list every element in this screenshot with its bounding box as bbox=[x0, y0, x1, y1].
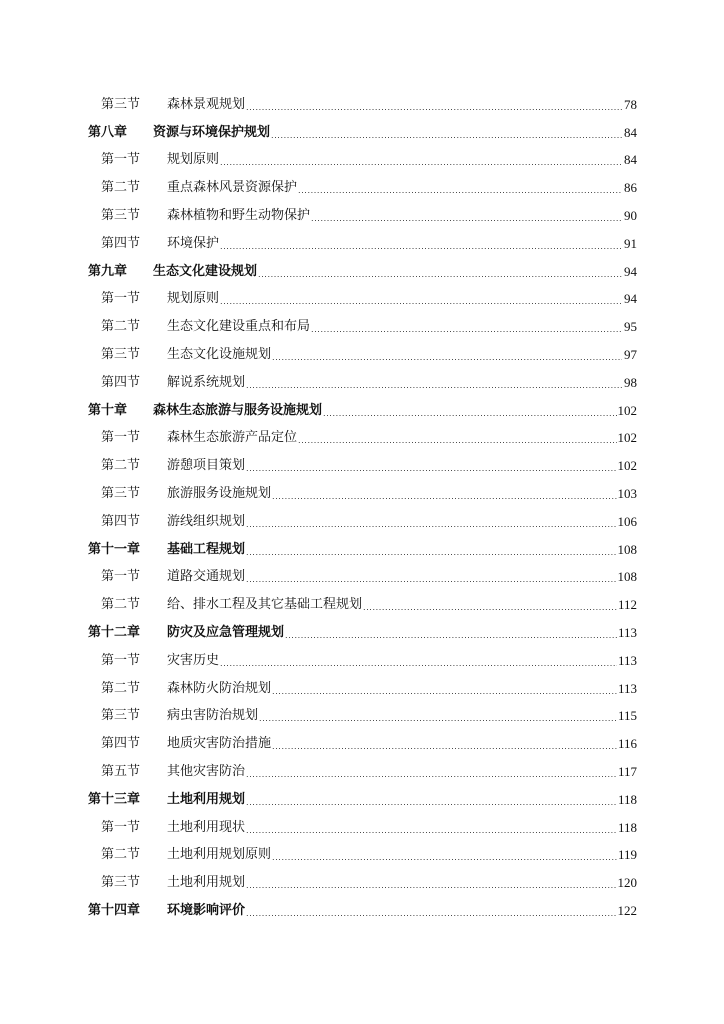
toc-section-entry[interactable] bbox=[88, 474, 637, 502]
dot-leader bbox=[258, 266, 622, 280]
section-title: 森林防火防治规划 bbox=[167, 680, 272, 696]
toc-section-entry[interactable] bbox=[88, 863, 637, 891]
page-number: 106 bbox=[617, 513, 637, 529]
dot-leader bbox=[246, 905, 616, 919]
toc-section-entry[interactable] bbox=[88, 724, 637, 752]
toc-section-entry[interactable] bbox=[88, 307, 637, 335]
toc-section-entry[interactable] bbox=[88, 697, 637, 725]
page-number: 84 bbox=[624, 152, 637, 168]
dot-leader bbox=[323, 405, 616, 419]
toc-section-entry[interactable] bbox=[88, 641, 637, 669]
section-number: 第三节 bbox=[101, 485, 141, 501]
toc-section-entry[interactable] bbox=[88, 808, 637, 836]
toc-chapter-entry[interactable] bbox=[88, 780, 637, 808]
section-number: 第二节 bbox=[101, 180, 141, 196]
section-number: 第四节 bbox=[101, 235, 141, 251]
toc-section-entry[interactable] bbox=[88, 669, 637, 697]
section-number: 第二节 bbox=[101, 680, 141, 696]
section-title: 森林生态旅游产品定位 bbox=[167, 430, 298, 446]
section-title: 灾害历史 bbox=[167, 652, 220, 668]
section-number: 第一节 bbox=[101, 430, 141, 446]
dot-leader bbox=[298, 432, 616, 446]
section-number: 第三节 bbox=[101, 346, 141, 362]
dot-leader bbox=[298, 182, 622, 196]
dot-leader bbox=[311, 321, 622, 335]
section-number: 第一节 bbox=[101, 652, 141, 668]
chapter-number: 第十章 bbox=[88, 402, 128, 418]
section-title: 地质灾害防治措施 bbox=[167, 736, 272, 752]
section-number: 第二节 bbox=[101, 319, 141, 335]
section-title: 规划原则 bbox=[167, 152, 220, 168]
dot-leader bbox=[272, 738, 617, 752]
dot-leader bbox=[220, 655, 617, 669]
page-number: 120 bbox=[617, 875, 637, 891]
page-number: 113 bbox=[617, 680, 637, 696]
dot-leader bbox=[220, 154, 622, 168]
toc-section-entry[interactable] bbox=[88, 141, 637, 169]
section-title: 生态文化建设重点和布局 bbox=[167, 319, 311, 335]
section-title: 生态文化设施规划 bbox=[167, 346, 272, 362]
dot-leader bbox=[272, 488, 616, 502]
toc-section-entry[interactable] bbox=[88, 363, 637, 391]
section-title: 旅游服务设施规划 bbox=[167, 485, 272, 501]
page-number: 95 bbox=[624, 319, 637, 335]
page-number: 91 bbox=[624, 235, 637, 251]
toc-chapter-entry[interactable] bbox=[88, 613, 637, 641]
section-title: 环境保护 bbox=[167, 235, 220, 251]
section-number: 第二节 bbox=[101, 597, 141, 613]
toc-chapter-entry[interactable] bbox=[88, 530, 637, 558]
toc-section-entry[interactable] bbox=[88, 502, 637, 530]
section-number: 第一节 bbox=[101, 291, 141, 307]
chapter-number: 第十四章 bbox=[88, 902, 141, 918]
section-title: 森林景观规划 bbox=[167, 96, 246, 112]
page-number: 94 bbox=[624, 263, 637, 279]
section-title: 森林植物和野生动物保护 bbox=[167, 207, 311, 223]
page-number: 112 bbox=[617, 597, 637, 613]
section-number: 第三节 bbox=[101, 96, 141, 112]
dot-leader bbox=[246, 794, 617, 808]
section-title: 土地利用规划 bbox=[167, 875, 246, 891]
toc-section-entry[interactable] bbox=[88, 558, 637, 586]
section-title: 规划原则 bbox=[167, 291, 220, 307]
toc-chapter-entry[interactable] bbox=[88, 391, 637, 419]
section-number: 第五节 bbox=[101, 763, 141, 779]
page-number: 78 bbox=[624, 96, 637, 112]
section-title: 重点森林风景资源保护 bbox=[167, 180, 298, 196]
page-number: 118 bbox=[617, 791, 637, 807]
toc-section-entry[interactable] bbox=[88, 836, 637, 864]
toc-section-entry[interactable] bbox=[88, 752, 637, 780]
page-number: 116 bbox=[617, 736, 637, 752]
page-number: 122 bbox=[617, 902, 637, 918]
toc-section-entry[interactable] bbox=[88, 196, 637, 224]
dot-leader bbox=[246, 822, 617, 836]
chapter-number: 第十三章 bbox=[88, 791, 141, 807]
dot-leader bbox=[246, 877, 616, 891]
toc-section-entry[interactable] bbox=[88, 85, 637, 113]
dot-leader bbox=[246, 766, 617, 780]
page-number: 113 bbox=[617, 624, 637, 640]
dot-leader bbox=[272, 349, 622, 363]
toc-section-entry[interactable] bbox=[88, 280, 637, 308]
dot-leader bbox=[363, 599, 617, 613]
section-title: 其他灾害防治 bbox=[167, 763, 246, 779]
toc-section-entry[interactable] bbox=[88, 224, 637, 252]
section-title: 道路交通规划 bbox=[167, 569, 246, 585]
toc-chapter-entry[interactable] bbox=[88, 113, 637, 141]
chapter-number: 第十一章 bbox=[88, 541, 141, 557]
toc-section-entry[interactable] bbox=[88, 168, 637, 196]
chapter-number: 第十二章 bbox=[88, 624, 141, 640]
dot-leader bbox=[246, 571, 616, 585]
section-title: 土地利用现状 bbox=[167, 819, 246, 835]
chapter-title: 生态文化建设规划 bbox=[153, 263, 258, 279]
toc-section-entry[interactable] bbox=[88, 585, 637, 613]
chapter-number: 第八章 bbox=[88, 124, 128, 140]
section-number: 第二节 bbox=[101, 458, 141, 474]
dot-leader bbox=[311, 210, 622, 224]
page-number: 86 bbox=[624, 180, 637, 196]
dot-leader bbox=[272, 849, 617, 863]
dot-leader bbox=[246, 516, 616, 530]
section-number: 第三节 bbox=[101, 207, 141, 223]
page-number: 84 bbox=[624, 124, 637, 140]
section-title: 土地利用规划原则 bbox=[167, 847, 272, 863]
toc-section-entry[interactable] bbox=[88, 335, 637, 363]
section-number: 第四节 bbox=[101, 736, 141, 752]
page-number: 119 bbox=[617, 847, 637, 863]
chapter-title: 资源与环境保护规划 bbox=[153, 124, 271, 140]
dot-leader bbox=[246, 99, 622, 113]
toc-section-entry[interactable] bbox=[88, 419, 637, 447]
page-number: 102 bbox=[617, 430, 637, 446]
toc-chapter-entry[interactable] bbox=[88, 891, 637, 919]
section-number: 第四节 bbox=[101, 513, 141, 529]
section-title: 给、排水工程及其它基础工程规划 bbox=[167, 597, 363, 613]
section-title: 解说系统规划 bbox=[167, 374, 246, 390]
chapter-title: 土地利用规划 bbox=[167, 791, 246, 807]
page-number: 102 bbox=[617, 458, 637, 474]
page-number: 98 bbox=[624, 374, 637, 390]
dot-leader bbox=[271, 127, 622, 141]
dot-leader bbox=[220, 293, 622, 307]
chapter-title: 防灾及应急管理规划 bbox=[167, 624, 285, 640]
page-number: 97 bbox=[624, 346, 637, 362]
page-number: 108 bbox=[617, 541, 637, 557]
section-title: 游憩项目策划 bbox=[167, 458, 246, 474]
section-number: 第一节 bbox=[101, 152, 141, 168]
dot-leader bbox=[220, 238, 622, 252]
chapter-title: 环境影响评价 bbox=[167, 902, 246, 918]
section-number: 第四节 bbox=[101, 374, 141, 390]
section-number: 第一节 bbox=[101, 819, 141, 835]
section-number: 第三节 bbox=[101, 875, 141, 891]
page-number: 118 bbox=[617, 819, 637, 835]
page-number: 94 bbox=[624, 291, 637, 307]
page-number: 102 bbox=[617, 402, 637, 418]
page-number: 113 bbox=[617, 652, 637, 668]
section-title: 病虫害防治规划 bbox=[167, 708, 259, 724]
page-number: 90 bbox=[624, 207, 637, 223]
chapter-title: 森林生态旅游与服务设施规划 bbox=[153, 402, 323, 418]
dot-leader bbox=[246, 377, 622, 391]
dot-leader bbox=[259, 710, 617, 724]
section-number: 第三节 bbox=[101, 708, 141, 724]
chapter-title: 基础工程规划 bbox=[167, 541, 246, 557]
toc-chapter-entry[interactable] bbox=[88, 252, 637, 280]
section-title: 游线组织规划 bbox=[167, 513, 246, 529]
page-number: 108 bbox=[617, 569, 637, 585]
page-number: 103 bbox=[617, 485, 637, 501]
toc-section-entry[interactable] bbox=[88, 446, 637, 474]
page-number: 117 bbox=[617, 763, 637, 779]
dot-leader bbox=[246, 544, 616, 558]
dot-leader bbox=[285, 627, 617, 641]
table-of-contents bbox=[88, 85, 637, 919]
dot-leader bbox=[246, 460, 616, 474]
dot-leader bbox=[272, 683, 617, 697]
chapter-number: 第九章 bbox=[88, 263, 128, 279]
page-number: 115 bbox=[617, 708, 637, 724]
section-number: 第二节 bbox=[101, 847, 141, 863]
section-number: 第一节 bbox=[101, 569, 141, 585]
